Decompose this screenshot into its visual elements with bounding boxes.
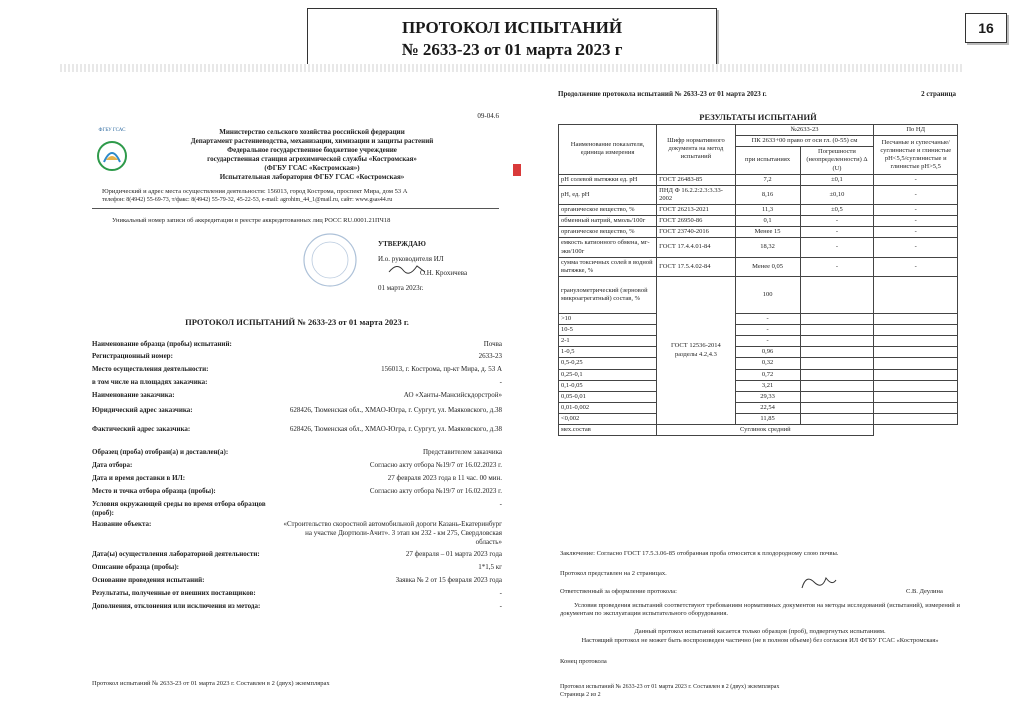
row-value: 8,16 xyxy=(735,185,800,204)
field-label: Основание проведения испытаний: xyxy=(92,576,205,584)
grain-label: гранулометрический (зерновой микроагрегатный) состав, % xyxy=(559,276,657,313)
table-row xyxy=(559,257,958,276)
org-phones: телефон: 8(4942) 55-69-73, т/факс: 8(4942) 55-79-32, 45-22-53, e-mail: agrohim_44_1@mail.ru, сайт: www.gsas44.ru xyxy=(102,197,393,203)
note-2: Настоящий протокол не может быть воспроизведен частично (не в полном объеме) без согласия ИЛ ФГБУ ГСАС «Костромская» xyxy=(581,637,939,644)
org-line: Департамент растениеводства, механизации, химизации и защиты растений xyxy=(190,137,434,146)
page-footer: Протокол испытаний № 2633-23 от 01 марта 2023 г. Составлен в 2 (двух) экземплярах xyxy=(92,680,330,687)
field-label: Образец (проба) отобран(а) и доставлен(а): xyxy=(92,448,229,456)
row-norm: - xyxy=(874,185,958,204)
field-label: Фактический адрес заказчика: xyxy=(92,425,191,433)
grain-fraction: 0,1-0,05 xyxy=(559,380,657,391)
field-label: Условия окружающей среды во время отбора образцов (проб): xyxy=(92,500,266,517)
row-indicator: сумма токсичных солей в водной вытяжке, % xyxy=(559,257,657,276)
org-line: (ФГБУ ГСАС «Костромская») xyxy=(264,164,360,173)
table-row xyxy=(559,313,958,324)
field-value: 27 февраля – 01 марта 2023 года xyxy=(405,550,502,558)
slide-title-line2: № 2633-23 от 01 марта 2023 г xyxy=(401,40,623,59)
grain-fraction: 0,5-0,25 xyxy=(559,358,657,369)
protocol-page-2 xyxy=(548,80,966,710)
field-label: Место и точка отбора образца (пробы): xyxy=(92,487,216,495)
field-value: 1*1,5 кг xyxy=(478,563,502,571)
row-method: ГОСТ 26950-86 xyxy=(657,216,735,227)
field-value: Представителем заказчика xyxy=(422,448,502,456)
results-title: РЕЗУЛЬТАТЫ ИСПЫТАНИЙ xyxy=(699,112,817,122)
grain-fraction: >10 xyxy=(559,313,657,324)
logo-emblem-icon xyxy=(92,132,132,180)
grain-fraction: 1-0,5 xyxy=(559,347,657,358)
accreditation-number: Уникальный номер записи об аккредитации в реестре аккредитованных лиц РОСС RU.0001.21ПЧ18 xyxy=(112,217,391,224)
field-label: Юридический адрес заказчика: xyxy=(92,406,193,414)
results-table xyxy=(558,124,958,436)
table-row xyxy=(559,216,958,227)
table-row xyxy=(559,380,958,391)
soil-label: мех.состав xyxy=(559,425,657,436)
row-value: 11,3 xyxy=(735,205,800,216)
grain-fraction: <0,002 xyxy=(559,414,657,425)
row-indicator: обменный натрий, ммоль/100г xyxy=(559,216,657,227)
round-stamp-icon xyxy=(300,230,360,290)
soil-value: Суглинок средний xyxy=(657,425,874,436)
row-error: ±0,1 xyxy=(800,174,874,185)
field-value: Согласно акту отбора №19/7 от 16.02.2023 г. xyxy=(369,487,502,495)
row-norm: - xyxy=(874,227,958,238)
doc-code: 09-04.6 xyxy=(477,112,499,120)
header-indicator: Наименование показателя, единица измерения xyxy=(559,125,657,175)
table-row xyxy=(559,347,958,358)
field-label: Результаты, полученные от внешних поставщиков: xyxy=(92,589,256,597)
grain-value: 3,21 xyxy=(735,380,800,391)
page-footer-pages: Страница 2 из 2 xyxy=(560,692,601,698)
row-error: ±0,10 xyxy=(800,185,874,204)
field-value: АО «Ханты-Мансийскдорстрой» xyxy=(403,391,502,399)
table-row xyxy=(559,425,958,436)
header-sample-no: №2633-23 xyxy=(735,125,874,136)
field-label: Наименование заказчика: xyxy=(92,391,175,399)
row-error: - xyxy=(800,227,874,238)
grain-value: - xyxy=(735,325,800,336)
header-result: при испытаниях xyxy=(735,147,800,174)
grain-value: 29,33 xyxy=(735,391,800,402)
field-value: - xyxy=(499,589,502,597)
row-method: ГОСТ 26483-85 xyxy=(657,174,735,185)
responsible-name: С.В. Деулина xyxy=(906,588,943,595)
field-value: Почва xyxy=(483,340,502,348)
row-error: - xyxy=(800,216,874,227)
field-label: Дата отбора: xyxy=(92,461,133,469)
table-row xyxy=(559,227,958,238)
table-row xyxy=(559,414,958,425)
note-1: Данный протокол испытаний касается только образцов (проб), подвергнутых испытаниям. xyxy=(634,628,886,635)
row-error: - xyxy=(800,238,874,257)
row-method: ГОСТ 26213-2021 xyxy=(657,205,735,216)
conditions-text: Условия проведения испытаний соответствуют требованиям нормативных документов на методы исследований (испытаний), измерений и документам по эксплуатации испытательного оборудования. xyxy=(560,602,960,618)
slide-title-box xyxy=(307,8,717,66)
field-value: 2633-23 xyxy=(478,352,502,360)
slide-page-number: 16 xyxy=(965,13,1007,43)
field-value: 27 февраля 2023 года в 11 час. 00 мин. xyxy=(387,474,502,482)
page-footer: Протокол испытаний № 2633-23 от 01 марта 2023 г. Составлен в 2 (двух) экземплярах xyxy=(560,684,780,690)
end-of-protocol: Конец протокола xyxy=(560,658,607,665)
protocol-title: ПРОТОКОЛ ИСПЫТАНИЙ № 2633-23 от 01 марта 2023 г. xyxy=(185,317,409,327)
table-row xyxy=(559,336,958,347)
continuation-header: Продолжение протокола испытаний № 2633-23 от 01 марта 2023 г. xyxy=(558,90,767,98)
row-norm: - xyxy=(874,238,958,257)
row-method: ГОСТ 17.5.4.02-84 xyxy=(657,257,735,276)
table-header-row xyxy=(559,125,958,136)
row-norm: - xyxy=(874,257,958,276)
org-line: Испытательная лаборатория ФГБУ ГСАС «Костромская» xyxy=(219,173,405,182)
field-label: Дата и время доставки в ИЛ: xyxy=(92,474,186,482)
approve-date: 01 марта 2023г. xyxy=(378,284,424,292)
page-label: 2 страница xyxy=(921,90,956,98)
grain-value: - xyxy=(735,313,800,324)
approve-role: И.о. руководителя ИЛ xyxy=(378,255,444,263)
table-row xyxy=(559,174,958,185)
field-value: Заявка № 2 от 15 февраля 2023 года xyxy=(395,576,502,584)
field-value: 628426, Тюменская обл., ХМАО-Югра, г. Сургут, ул. Маяковского, д.38 xyxy=(289,406,502,414)
field-label: Место осуществления деятельности: xyxy=(92,365,209,373)
grain-value: 11,85 xyxy=(735,414,800,425)
field-value: 628426, Тюменская обл., ХМАО-Югра, г. Сургут, ул. Маяковского, д.38 xyxy=(289,425,502,433)
row-value: Менее 0,05 xyxy=(735,257,800,276)
field-value: «Строительство скоростной автомобильной дороги Казань-Екатеринбург на участке Дюртюли-Ачит». 3 этап км 232 - км 275, Свердловская область» xyxy=(283,520,502,546)
grain-value: 0,96 xyxy=(735,347,800,358)
table-row xyxy=(559,276,958,313)
row-indicator: рН, ед. рН xyxy=(559,185,657,204)
org-line: Министерство сельского хозяйства российской федерации xyxy=(219,128,405,136)
organization-header xyxy=(152,128,472,183)
org-line: Федеральное государственное бюджетное учреждение xyxy=(227,146,397,155)
table-row xyxy=(559,185,958,204)
table-row xyxy=(559,238,958,257)
row-indicator: органическое вещество, % xyxy=(559,205,657,216)
field-value: - xyxy=(499,378,502,386)
row-value: 7,2 xyxy=(735,174,800,185)
grain-total: 100 xyxy=(735,276,800,313)
grain-value: - xyxy=(735,336,800,347)
org-address: Юридический и адрес места осуществления деятельности: 156013, город Кострома, проспект Мира, дом 53 А xyxy=(102,188,408,195)
divider xyxy=(92,208,499,209)
conclusion: Заключение: Согласно ГОСТ 17.5.3.06-85 отобранная проба относится к плодородному слою почвы. xyxy=(560,550,839,557)
grain-value: 22,54 xyxy=(735,402,800,413)
row-error: - xyxy=(800,257,874,276)
row-method: ПНД Ф 16.2.2:2.3:3.33-2002 xyxy=(657,185,735,204)
table-row xyxy=(559,358,958,369)
grain-fraction: 0,05-0,01 xyxy=(559,391,657,402)
row-value: 18,32 xyxy=(735,238,800,257)
header-hatch-decoration xyxy=(60,64,964,72)
header-norm: По НД xyxy=(874,125,958,136)
row-value: 0,1 xyxy=(735,216,800,227)
row-indicator: емкость катионного обмена, мг-экв/100г xyxy=(559,238,657,257)
header-method: Шифр нормативного документа на метод испытаний xyxy=(657,125,735,175)
slide-title-line1: ПРОТОКОЛ ИСПЫТАНИЙ xyxy=(401,18,623,37)
field-label: Регистрационный номер: xyxy=(92,352,173,360)
field-label: Дополнения, отклонения или исключения из метода: xyxy=(92,602,261,610)
field-label: Дата(ы) осуществления лабораторной деятельности: xyxy=(92,550,260,558)
table-row xyxy=(559,402,958,413)
field-value: - xyxy=(499,602,502,610)
organization-logo xyxy=(92,128,132,180)
row-value: Менее 15 xyxy=(735,227,800,238)
row-indicator: рН солевой вытяжки ед. рН xyxy=(559,174,657,185)
row-indicator: органическое вещество, % xyxy=(559,227,657,238)
row-error: ±0,5 xyxy=(800,205,874,216)
row-method: ГОСТ 23740-2016 xyxy=(657,227,735,238)
field-label: Название объекта: xyxy=(92,520,152,528)
table-row xyxy=(559,369,958,380)
row-norm: - xyxy=(874,174,958,185)
table-row xyxy=(559,391,958,402)
grain-value: 0,32 xyxy=(735,358,800,369)
table-row xyxy=(559,325,958,336)
responsible-label: Ответственный за оформление протокола: xyxy=(560,588,677,595)
field-value: - xyxy=(499,500,502,508)
row-norm: - xyxy=(874,216,958,227)
grain-method: ГОСТ 12536-2014 разделы 4.2,4.3 xyxy=(657,276,735,424)
field-label: Наименование образца (пробы) испытаний: xyxy=(92,340,232,348)
approve-name: О.Н. Крохичева xyxy=(420,269,468,277)
field-value: 156013, г. Кострома, пр-кт Мира, д. 53 А xyxy=(381,365,502,373)
signature-icon xyxy=(798,570,838,594)
grain-fraction: 0,01-0,002 xyxy=(559,402,657,413)
header-pk: ПК 2633+00 право от оси гл. (0-55) см xyxy=(735,136,874,147)
table-row xyxy=(559,205,958,216)
field-label: в том числе на площадях заказчика: xyxy=(92,378,208,386)
org-line: государственная станция агрохимической службы «Костромская» xyxy=(207,155,417,164)
grain-fraction: 2-1 xyxy=(559,336,657,347)
field-label: Описание образца (пробы): xyxy=(92,563,180,571)
field-value: Согласно акту отбора №19/7 от 16.02.2023 г. xyxy=(369,461,502,469)
row-method: ГОСТ 17.4.4.01-84 xyxy=(657,238,735,257)
grain-value: 0,72 xyxy=(735,369,800,380)
header-norm-desc: Песчаные и супесчаные/суглинистые и глинистые рН<5,5/суглинистые и глинистые рН>5,5 xyxy=(874,136,958,175)
row-norm: - xyxy=(874,205,958,216)
logo-text: ФГБУ ГСАС xyxy=(98,128,126,133)
protocol-page-1 xyxy=(82,80,509,710)
grain-fraction: 0,25-0,1 xyxy=(559,369,657,380)
red-marker-decoration xyxy=(513,164,521,176)
pages-note: Протокол представлен на 2 страницах. xyxy=(560,570,667,577)
header-error: Погрешности (неопределенности) Δ (U) xyxy=(800,147,874,174)
grain-fraction: 10-5 xyxy=(559,325,657,336)
approve-label: УТВЕРЖДАЮ xyxy=(378,240,426,248)
